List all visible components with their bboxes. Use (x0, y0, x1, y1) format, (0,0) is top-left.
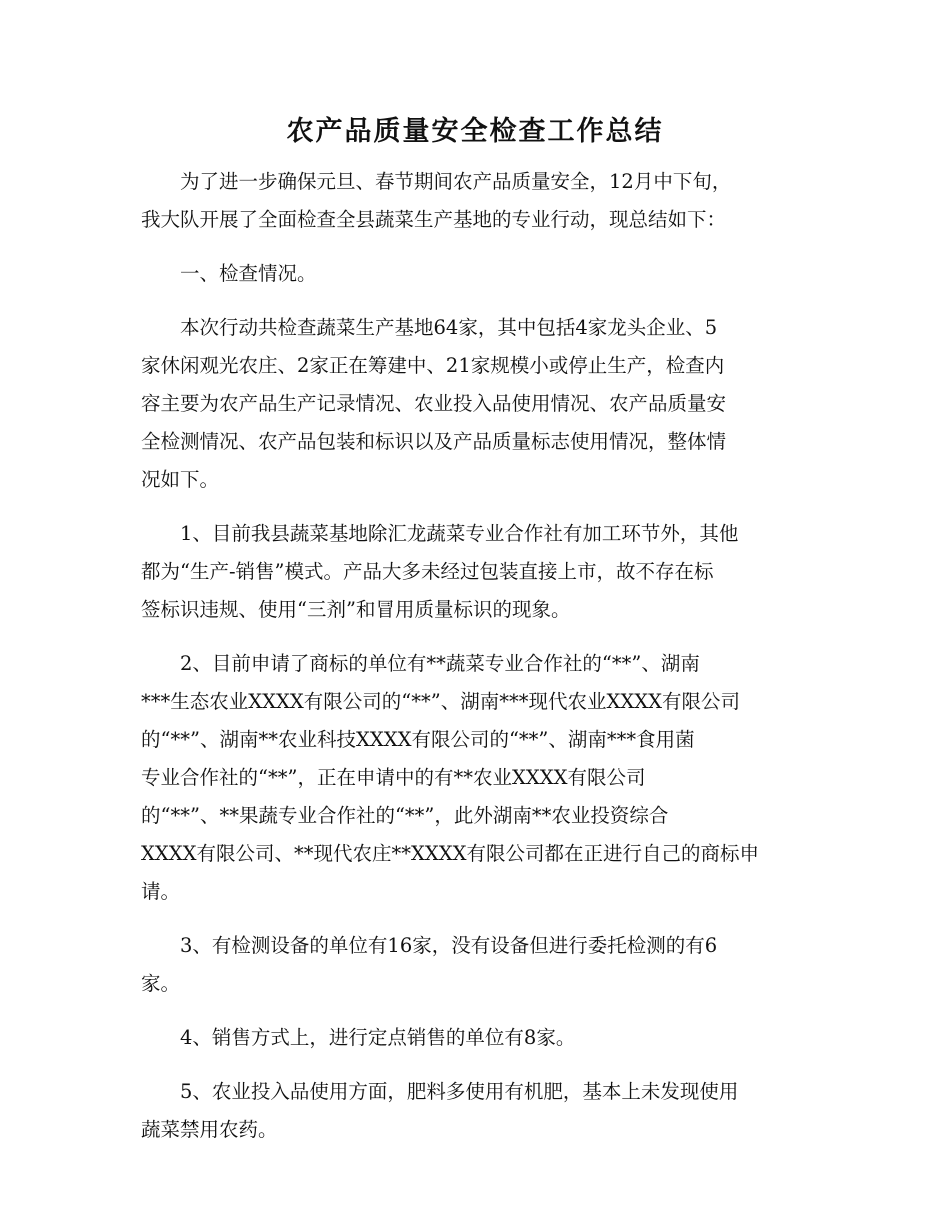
text-line: 的“**”、湖南**农业科技XXXX有限公司的“**”、湖南***食用菌 (141, 728, 695, 751)
intro-paragraph (141, 163, 811, 239)
text-line: 请。 (141, 880, 181, 903)
finding-5-paragraph (141, 1073, 811, 1149)
finding-3-paragraph (141, 927, 811, 1003)
document-title: 农产品质量安全检查工作总结 (286, 116, 664, 147)
finding-1-paragraph (141, 515, 811, 629)
text-line: 蔬菜禁用农药。 (141, 1118, 278, 1141)
text-line: 全检测情况、农产品包装和标识以及产品质量标志使用情况，整体情 (141, 430, 727, 453)
text-line: 况如下。 (141, 468, 220, 491)
text-line: 我大队开展了全面检查全县蔬菜生产基地的专业行动，现总结如下： (141, 208, 727, 231)
text-line: 3、有检测设备的单位有16家，没有设备但进行委托检测的有6 (180, 934, 718, 957)
text-line: XXXX有限公司、**现代农庄**XXXX有限公司都在正进行自己的商标申 (141, 842, 760, 865)
text-line: 专业合作社的“**”，正在申请中的有**农业XXXX有限公司 (141, 766, 646, 789)
text-line: 2、目前申请了商标的单位有**蔬菜专业合作社的“**”、湖南 (180, 652, 700, 675)
text-line: 为了进一步确保元旦、春节期间农产品质量安全，12月中下旬， (180, 170, 732, 193)
text-line: 都为“生产-销售”模式。产品大多未经过包装直接上市，故不存在标 (141, 560, 714, 583)
finding-4-paragraph (141, 1019, 811, 1057)
finding-2-paragraph (141, 645, 811, 911)
text-line: 的“**”、**果蔬专业合作社的“**”，此外湖南**农业投资综合 (141, 804, 669, 827)
overview-paragraph (141, 309, 811, 499)
text-line: 1、目前我县蔬菜基地除汇龙蔬菜专业合作社有加工环节外，其他 (180, 522, 739, 545)
text-line: 本次行动共检查蔬菜生产基地64家，其中包括4家龙头企业、5 (180, 316, 718, 339)
text-line: 家休闲观光农庄、2家正在筹建中、21家规模小或停止生产，检查内 (141, 354, 725, 377)
text-line: 5、农业投入品使用方面，肥料多使用有机肥，基本上未发现使用 (180, 1080, 739, 1103)
text-line: ***生态农业XXXX有限公司的“**”、湖南***现代农业XXXX有限公司 (141, 690, 740, 713)
text-line: 家。 (141, 972, 181, 995)
text-line: 一、检查情况。 (180, 262, 317, 285)
section-heading (141, 255, 811, 293)
text-line: 签标识违规、使用“三剂”和冒用质量标识的现象。 (141, 598, 571, 621)
document-body (141, 163, 811, 1165)
text-line: 4、销售方式上，进行定点销售的单位有8家。 (180, 1026, 576, 1049)
text-line: 容主要为农产品生产记录情况、农业投入品使用情况、农产品质量安 (141, 392, 727, 415)
